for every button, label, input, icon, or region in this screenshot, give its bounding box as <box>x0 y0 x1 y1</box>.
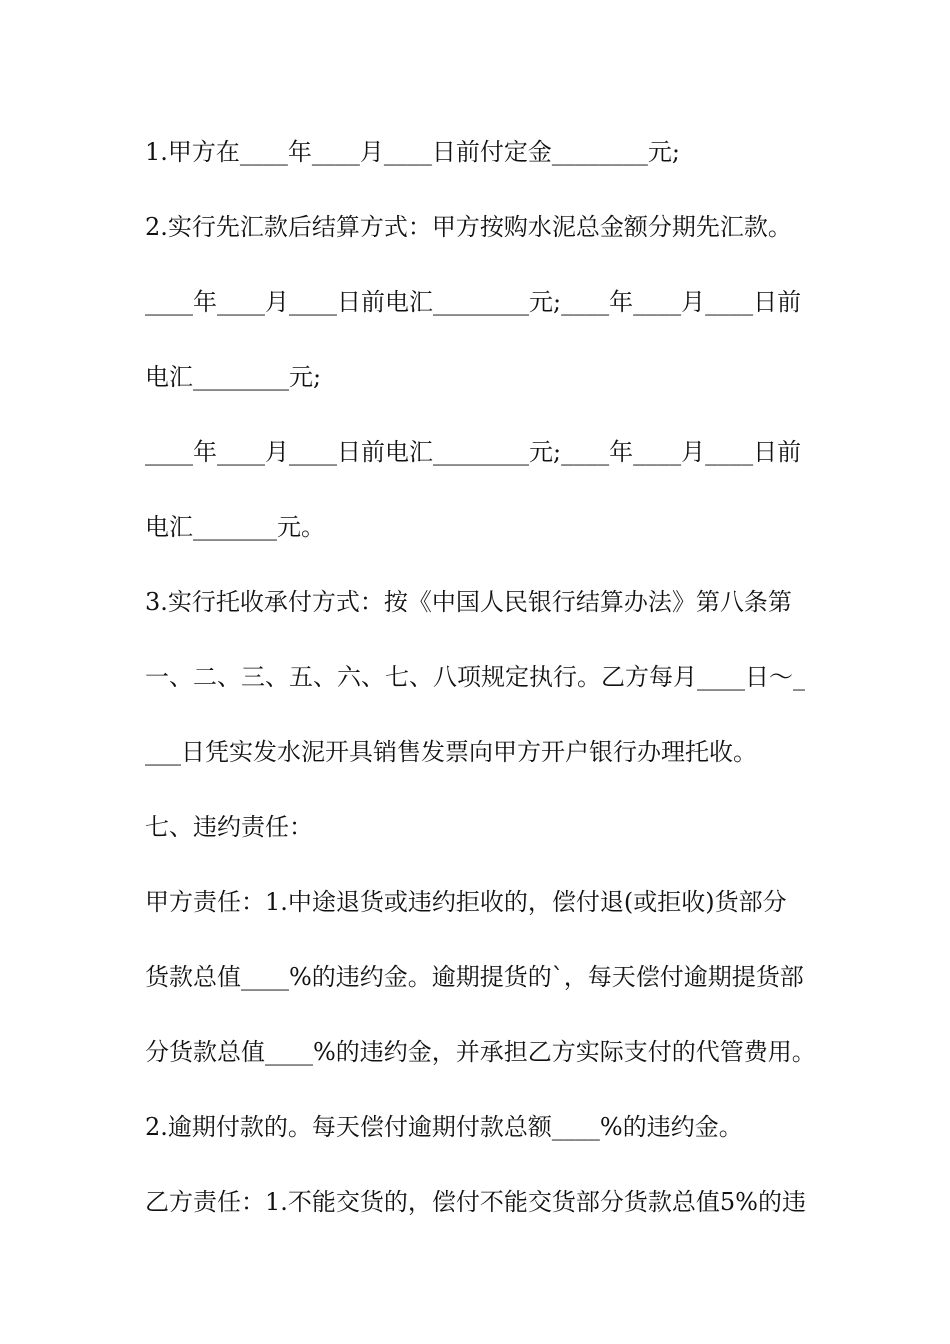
text-line-party-a-liability-1: 甲方责任：1.中途退货或违约拒收的，偿付退(或拒收)货部分 <box>145 888 787 916</box>
text-line-prepayment-method: 2.实行先汇款后结算方式：甲方按购水泥总金额分期先汇款。 <box>145 213 792 241</box>
text-line-deposit: 1.甲方在____年____月____日前付定金________元; <box>145 138 680 166</box>
text-line-remittance-schedule-2: ____年____月____日前电汇________元;____年____月____日前 <box>145 438 802 466</box>
text-line-remittance-schedule-1: ____年____月____日前电汇________元;____年____月____日前 <box>145 288 802 316</box>
text-line-remittance-amount-2: 电汇_______元。 <box>145 513 325 541</box>
text-line-party-b-liability: 乙方责任：1.不能交货的，偿付不能交货部分货款总值5%的违 <box>145 1188 806 1216</box>
text-line-late-payment: 2.逾期付款的。每天偿付逾期付款总额____%的违约金。 <box>145 1113 743 1141</box>
text-line-party-a-liability-2: 货款总值____%的违约金。逾期提货的`，每天偿付逾期提货部 <box>145 963 804 991</box>
text-line-remittance-amount-1: 电汇________元; <box>145 363 322 391</box>
text-line-party-a-liability-3: 分货款总值____%的违约金，并承担乙方实际支付的代管费用。 <box>145 1038 816 1066</box>
section-heading-liability: 七、违约责任： <box>145 813 313 841</box>
text-line-collection-invoice: ___日凭实发水泥开具销售发票向甲方开户银行办理托收。 <box>145 738 757 766</box>
text-line-collection-rules: 一、二、三、五、六、七、八项规定执行。乙方每月____日～_ <box>145 663 805 691</box>
text-line-collection-method: 3.实行托收承付方式：按《中国人民银行结算办法》第八条第 <box>145 588 792 616</box>
